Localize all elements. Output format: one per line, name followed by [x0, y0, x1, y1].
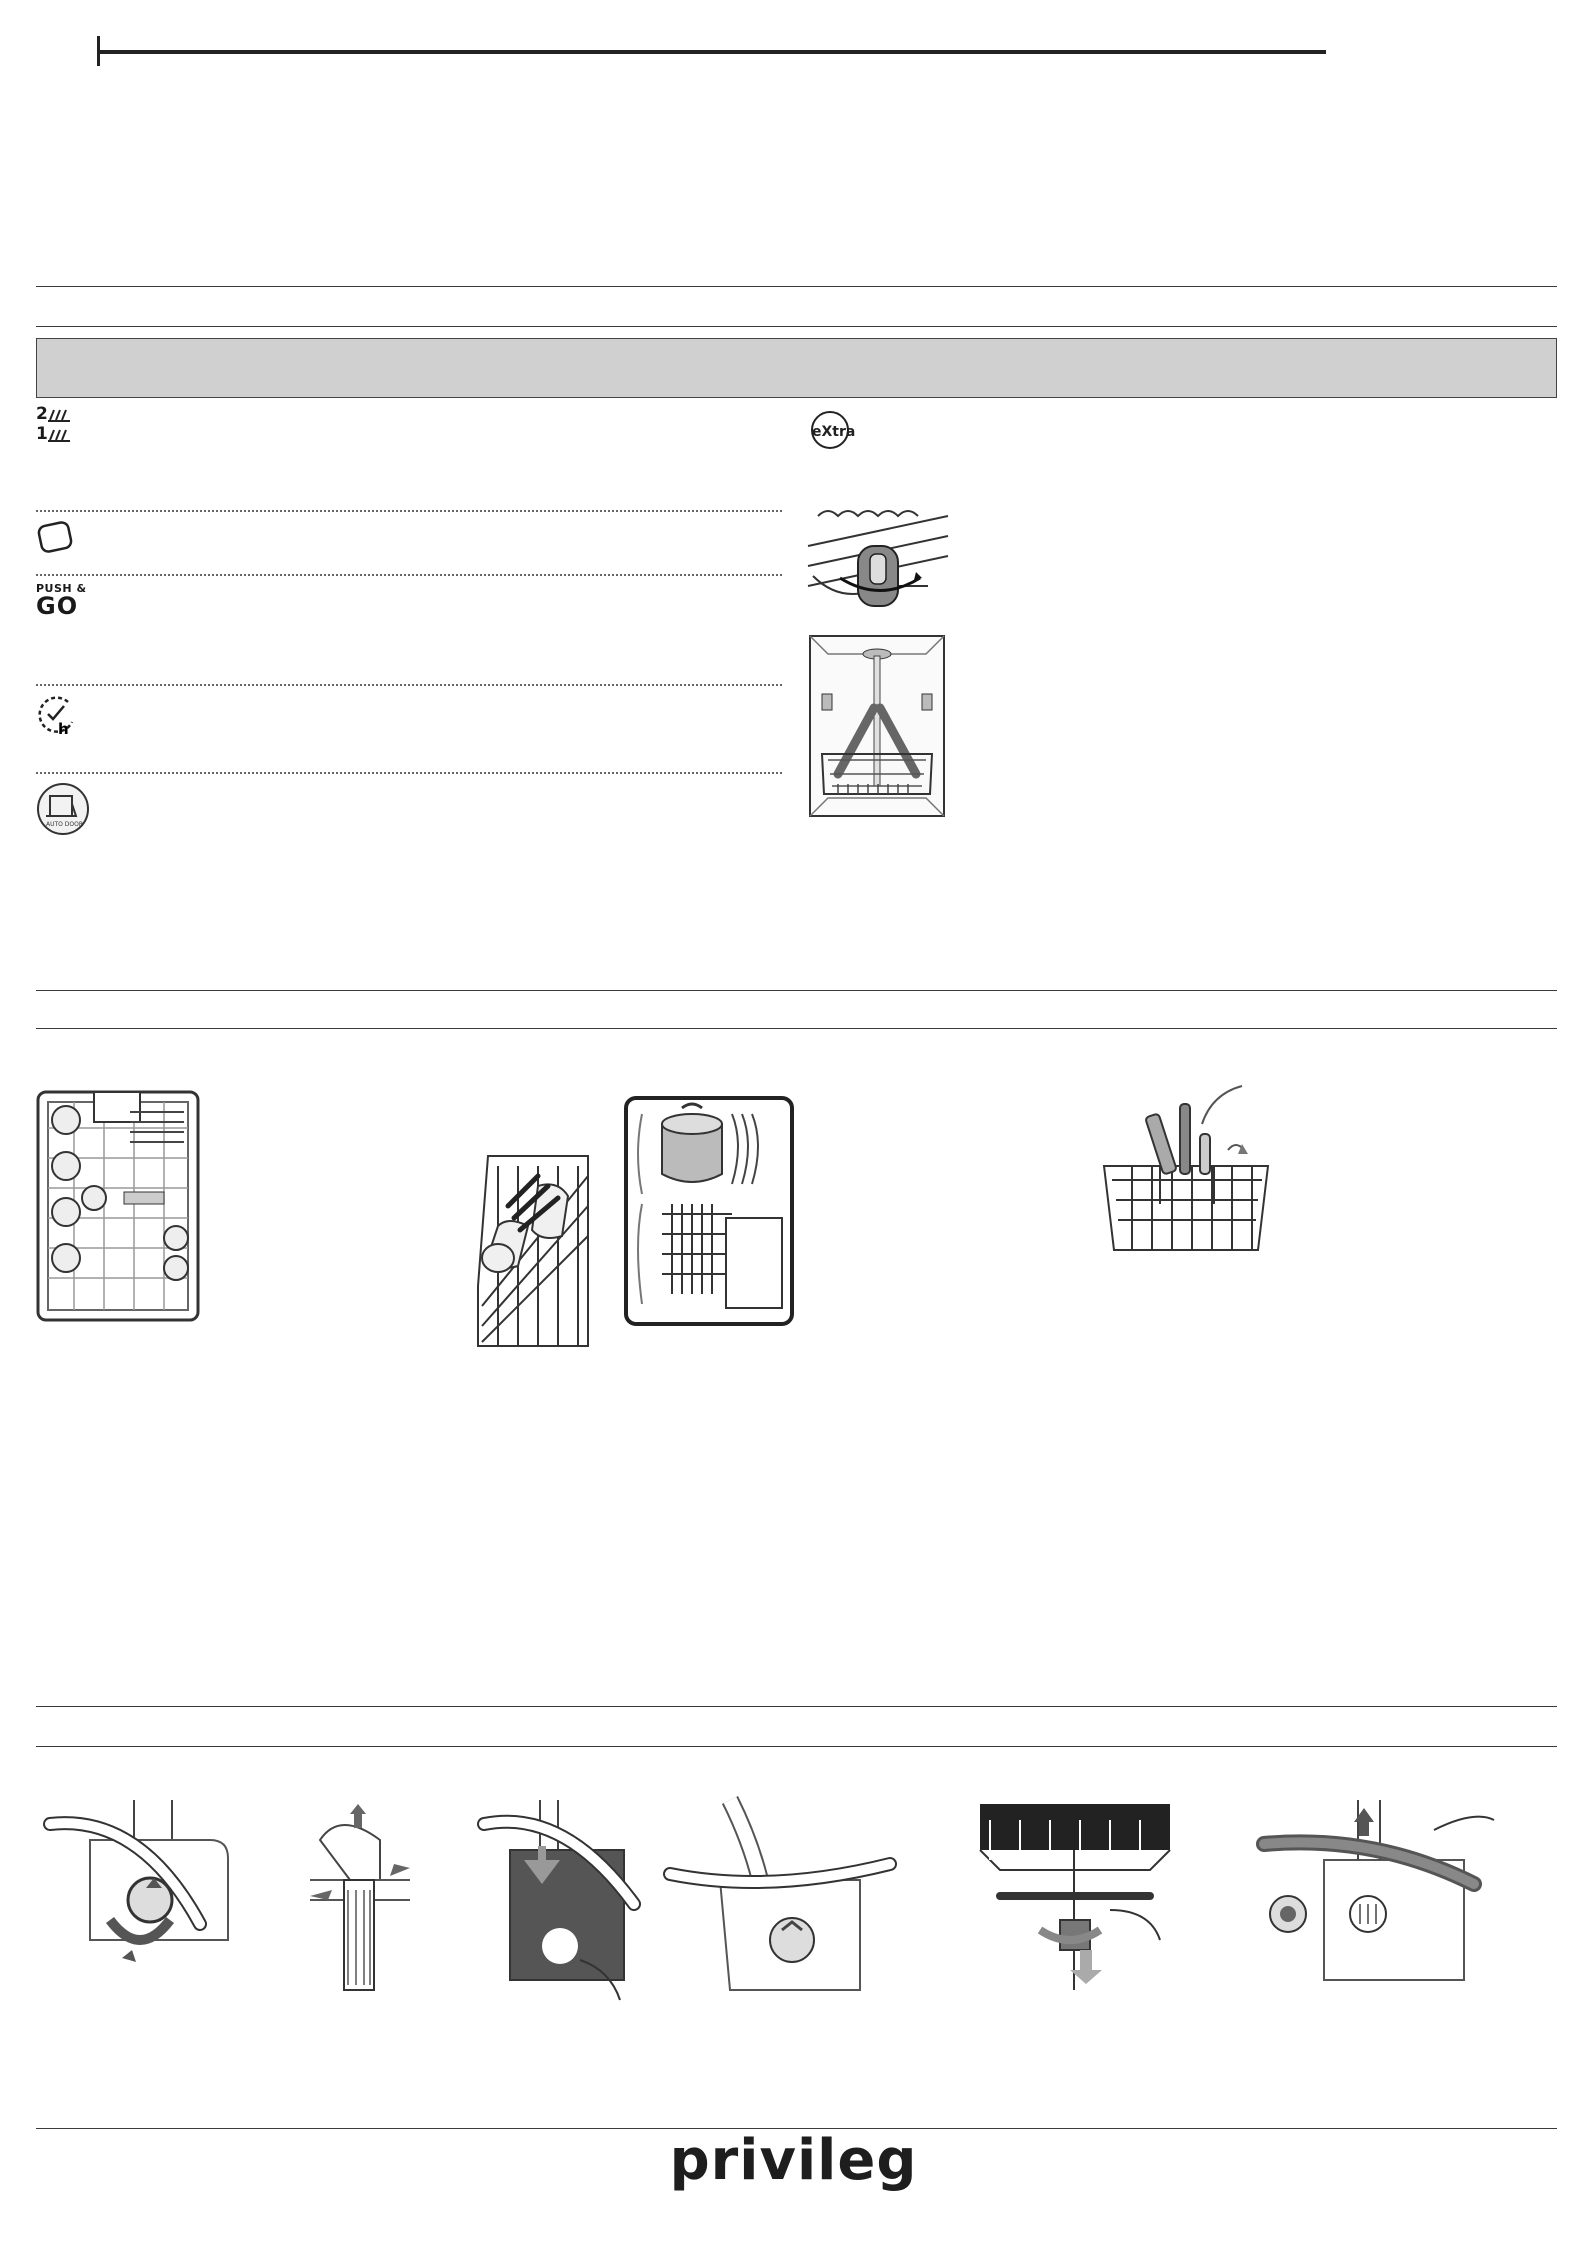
section-rule	[36, 326, 1557, 327]
svg-text:eXtra: eXtra	[812, 424, 856, 440]
dotted-divider	[36, 510, 782, 512]
section-rule	[36, 990, 1557, 991]
lower-spray-arm-illustration	[670, 1800, 890, 2000]
upper-spray-arm-unscrew-illustration	[980, 1800, 1170, 1990]
section-rule	[36, 1746, 1557, 1747]
svg-text:h: h	[58, 720, 69, 738]
top-rule	[98, 50, 1326, 54]
auto-door-icon	[36, 782, 92, 838]
spray-arm-remove-illustration	[1264, 1800, 1494, 2000]
half-load-icon: 2 1	[36, 406, 86, 446]
upper-basket-side-view	[468, 1146, 598, 1356]
section-rule	[36, 1028, 1557, 1029]
section-rule	[36, 1706, 1557, 1707]
section-rule	[36, 286, 1557, 287]
lower-basket-front-view	[622, 1094, 796, 1330]
filter-remove-illustration	[300, 1800, 420, 2000]
dotted-divider	[36, 684, 782, 686]
rack-adjuster-illustration	[808, 506, 948, 626]
section-banner	[36, 338, 1557, 398]
top-rule-tick	[97, 36, 100, 66]
push-and-go-icon: PUSH & GO	[36, 582, 87, 620]
brand-logo: privileg	[669, 2128, 918, 2193]
svg-text:AUTO DOOR: AUTO DOOR	[46, 821, 84, 828]
lower-basket-top-view	[34, 1088, 202, 1324]
dotted-divider	[36, 772, 782, 774]
dotted-divider	[36, 574, 782, 576]
extra-icon	[806, 406, 856, 456]
filter-unscrew-illustration	[50, 1800, 250, 2000]
tablet-icon	[36, 518, 76, 558]
filter-plate-remove-illustration	[484, 1800, 644, 2000]
delay-start-icon	[34, 692, 84, 742]
cutlery-basket	[1102, 1084, 1272, 1256]
fold-down-supports-illustration	[808, 634, 948, 820]
